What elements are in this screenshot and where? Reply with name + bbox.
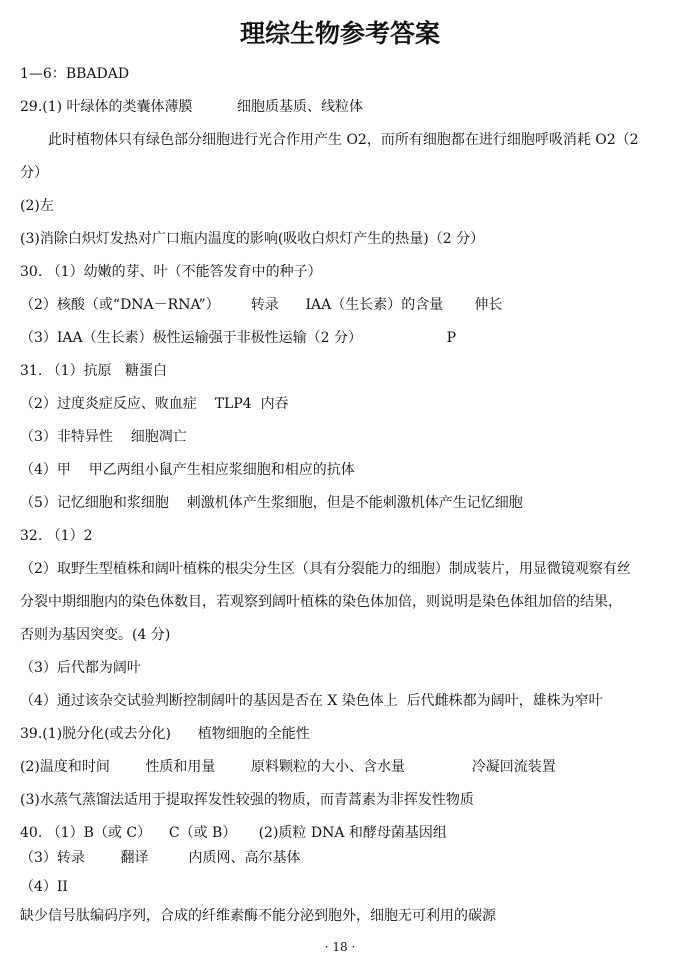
answer-line: 1—6：BBADAD: [20, 66, 130, 82]
answer-line: （4）甲 甲乙两组小鼠产生相应浆细胞和相应的抗体: [20, 462, 355, 478]
answer-line: 缺少信号肽编码序列，合成的纤维素酶不能分泌到胞外，细胞无可利用的碳源: [20, 908, 496, 924]
answer-line: （3）IAA（生长素）极性运输强于非极性运输（2 分） P: [20, 330, 456, 346]
answer-line: （5）记忆细胞和浆细胞 刺激机体产生浆细胞，但是不能刺激机体产生记忆细胞: [20, 495, 523, 511]
answer-line: 此时植物体只有绿色部分细胞进行光合作用产生 O2，而所有细胞都在进行细胞呼吸消耗 O2（2: [48, 132, 639, 148]
answer-line: 39.(1)脱分化(或去分化) 植物细胞的全能性: [20, 726, 310, 742]
answer-line: （3）转录 翻译 内质网、高尔基体: [20, 850, 301, 866]
answer-line: （2）取野生型植株和阔叶植株的根尖分生区（具有分裂能力的细胞）制成装片，用显微镜观察有丝: [20, 561, 631, 577]
answer-line: （3）后代都为阔叶: [20, 660, 141, 676]
answer-line: （4）II: [20, 879, 68, 895]
answer-line: (2)温度和时间 性质和用量 原料颗粒的大小、含水量 冷凝回流装置: [20, 759, 556, 775]
answer-line: (3)消除白炽灯发热对广口瓶内温度的影响(吸收白炽灯产生的热量)（2 分）: [20, 231, 485, 247]
answer-line: （4）通过该杂交试验判断控制阔叶的基因是否在 X 染色体上 后代雌株都为阔叶，雄株为窄叶: [20, 693, 603, 709]
answer-line: 40. （1）B（或 C） C（或 B） (2)质粒 DNA 和酵母菌基因组: [20, 825, 447, 841]
answer-line: (3)水蒸气蒸馏法适用于提取挥发性较强的物质，而青蒿素为非挥发性物质: [20, 792, 474, 808]
answer-line: 分）: [20, 165, 48, 181]
answer-line: 32. （1）2: [20, 528, 93, 544]
page-title: 理综生物参考答案: [239, 19, 440, 48]
answer-line: （2）核酸（或“DNA－RNA”） 转录 IAA（生长素）的含量 伸长: [20, 297, 503, 313]
answer-line: （3）非特异性 细胞凋亡: [20, 429, 187, 445]
answer-line: (2)左: [20, 198, 54, 214]
answer-line: 30. （1）幼嫩的芽、叶（不能答发育中的种子）: [20, 264, 322, 280]
answer-line: 31. （1）抗原 糖蛋白: [20, 363, 167, 379]
answer-line: 否则为基因突变。(4 分): [20, 627, 171, 643]
answer-line: （2）过度炎症反应、败血症 TLP4 内吞: [20, 396, 289, 412]
answer-line: 分裂中期细胞内的染色体数目，若观察到阔叶植株的染色体加倍，则说明是染色体组加倍的结果，: [20, 594, 622, 610]
answer-line: 29.(1) 叶绿体的类囊体薄膜 细胞质基质、线粒体: [20, 99, 364, 115]
page-number: · 18 ·: [324, 940, 356, 954]
